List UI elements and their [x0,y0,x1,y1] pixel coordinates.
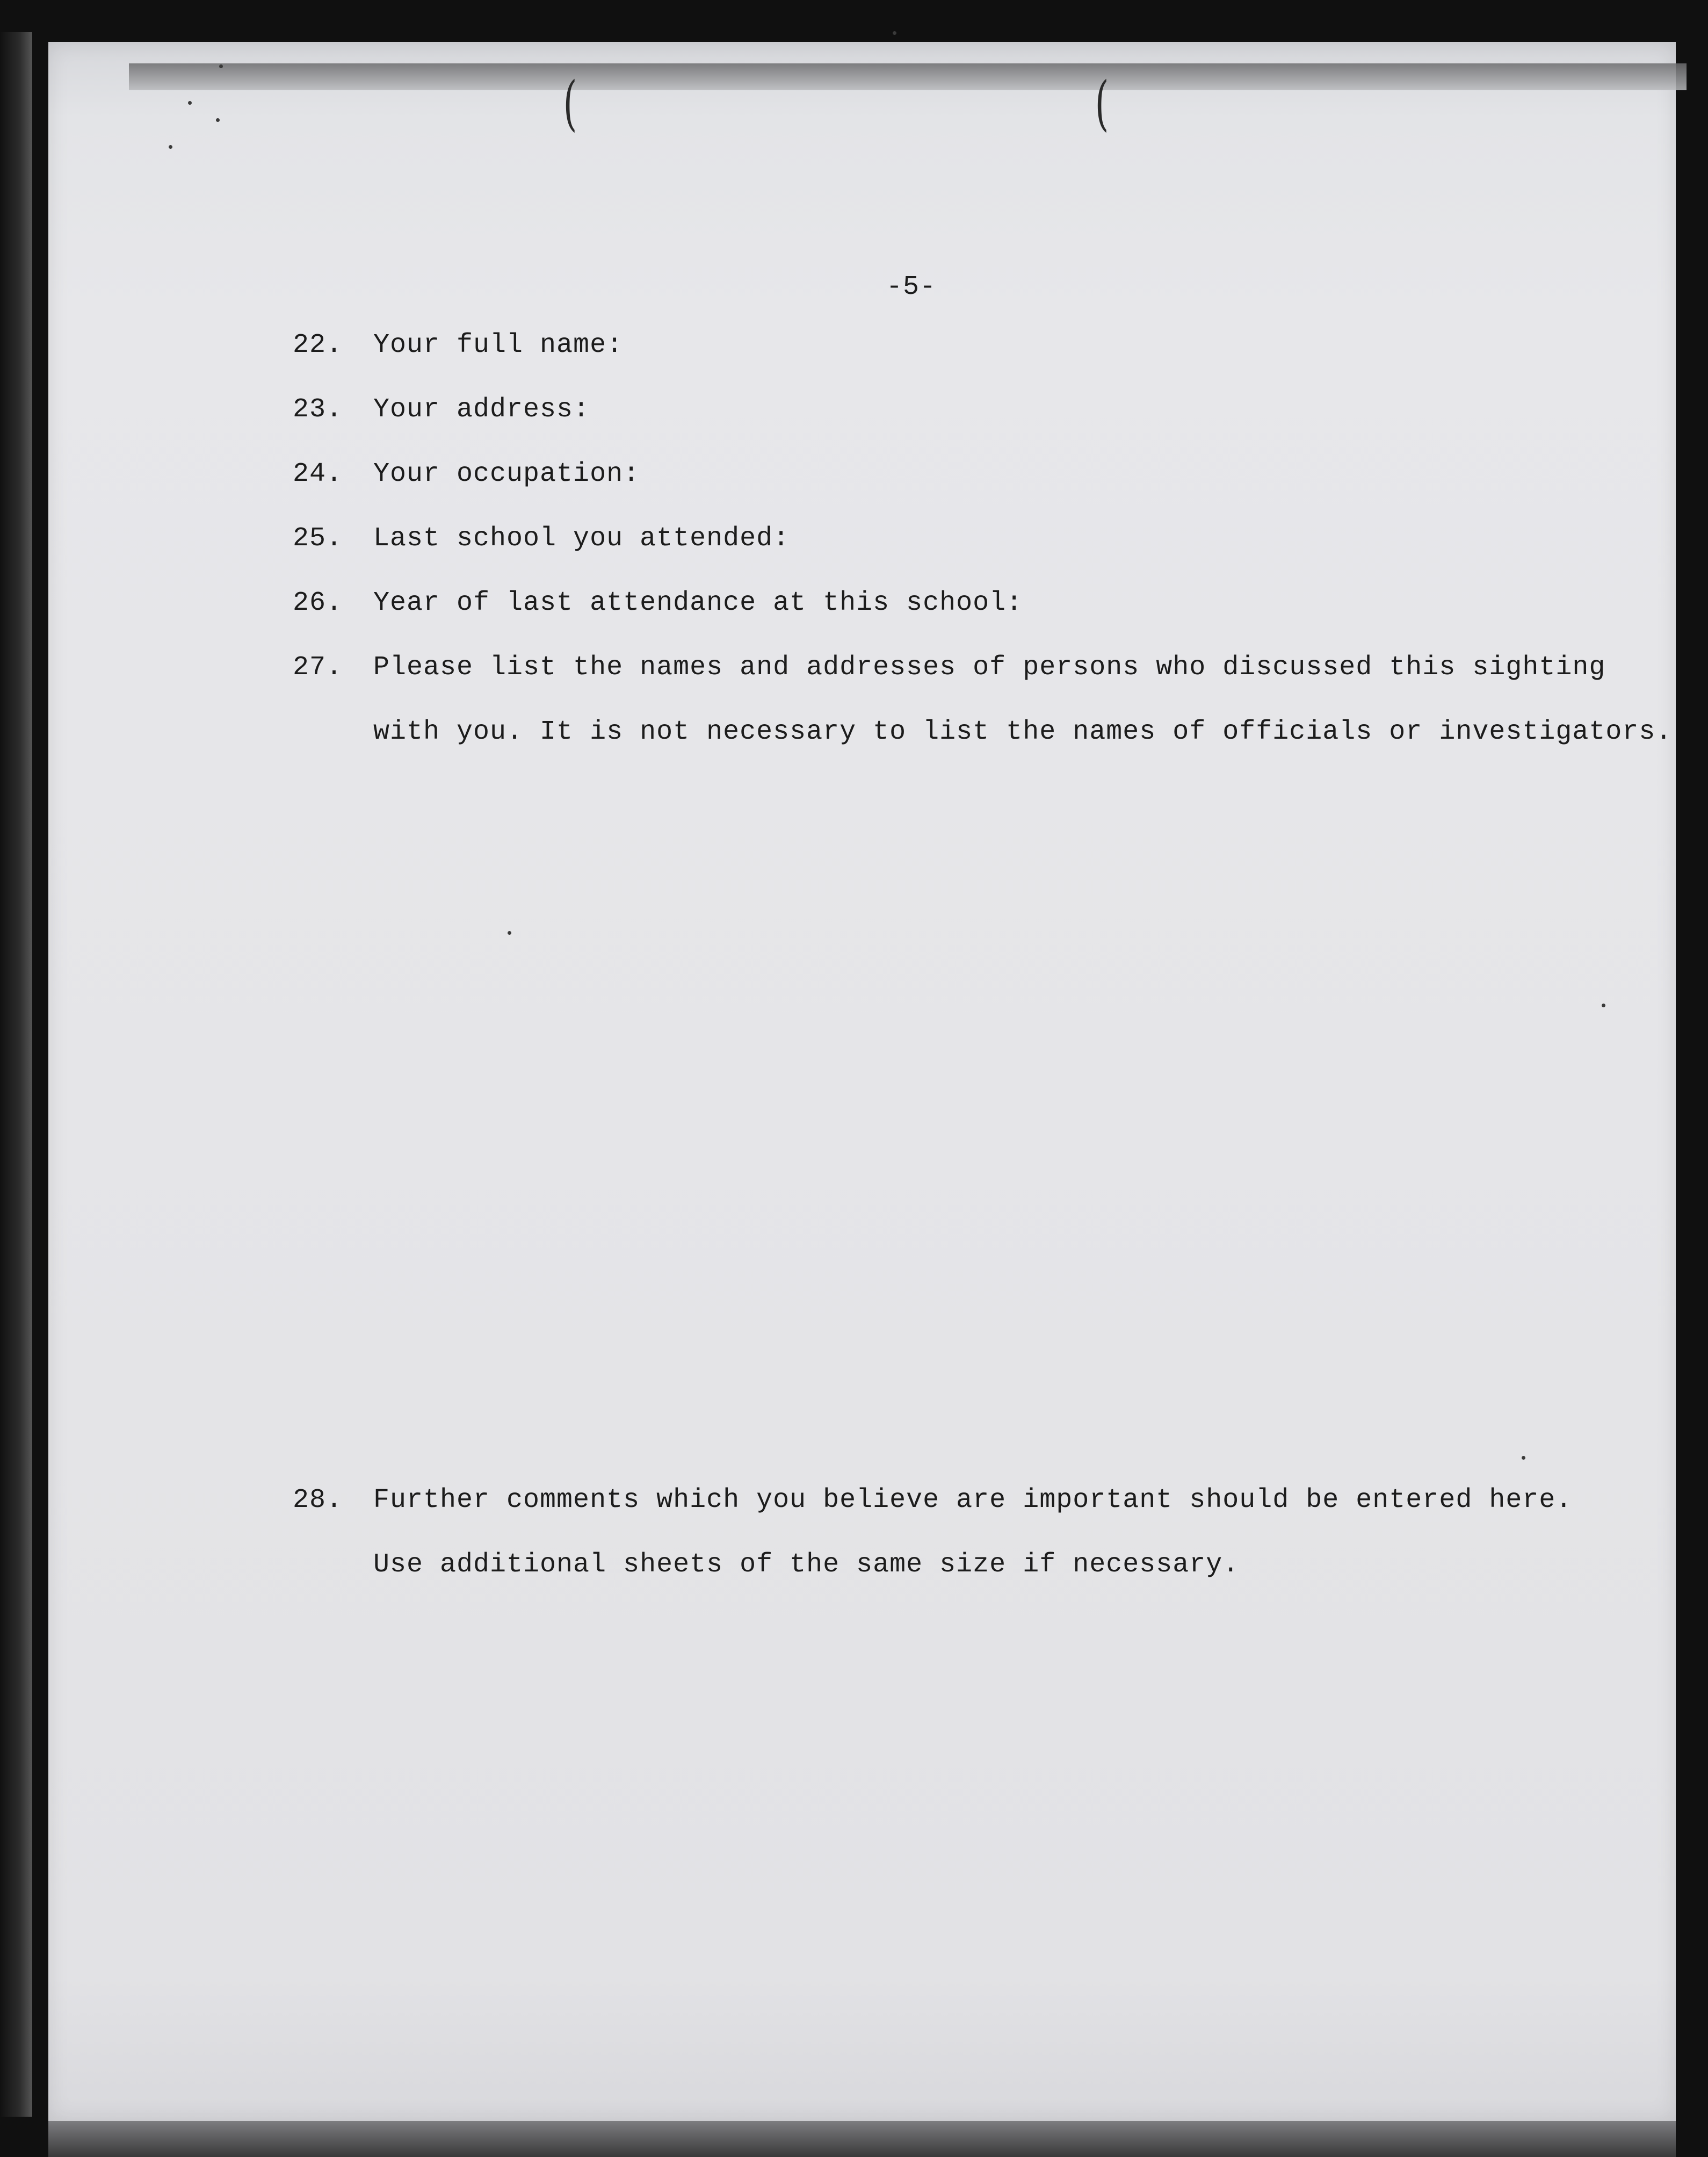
scan-bottom-edge [48,2121,1676,2157]
punch-hole-mark-right: ( [1095,69,1109,138]
document-page [48,42,1676,2121]
question-persons-line-2: with you. It is not necessary to list the names of officials or investigators. [373,717,1673,747]
question-last-school: Last school you attended: [373,523,790,554]
page-top-shadow [129,63,1687,90]
question-full-name: Your full name: [373,330,624,360]
dust-speck [508,931,511,935]
question-comments-line-2: Use additional sheets of the same size if necessary. [373,1549,1240,1580]
dust-speck [1522,1456,1525,1460]
question-year-attendance: Year of last attendance at this school: [373,588,1023,618]
dust-speck [219,64,223,68]
question-number-25: 25. [293,523,343,554]
question-number-26: 26. [293,588,343,618]
question-number-28: 28. [293,1485,343,1516]
question-persons-line-1: Please list the names and addresses of persons who discussed this sighting [373,652,1606,683]
question-occupation: Your occupation: [373,459,640,489]
question-number-22: 22. [293,330,343,360]
question-address: Your address: [373,394,590,425]
dust-speck [1602,1004,1605,1007]
punch-hole-mark-left: ( [563,69,577,138]
question-comments-line-1: Further comments which you believe are important should be entered here. [373,1485,1573,1516]
question-number-23: 23. [293,394,343,425]
question-number-27: 27. [293,652,343,683]
dust-speck [188,101,192,105]
dust-speck [216,118,220,122]
dust-speck [893,31,896,35]
scan-left-edge [0,32,32,2117]
page-number: -5- [886,272,937,302]
question-number-24: 24. [293,459,343,489]
dust-speck [169,145,172,149]
